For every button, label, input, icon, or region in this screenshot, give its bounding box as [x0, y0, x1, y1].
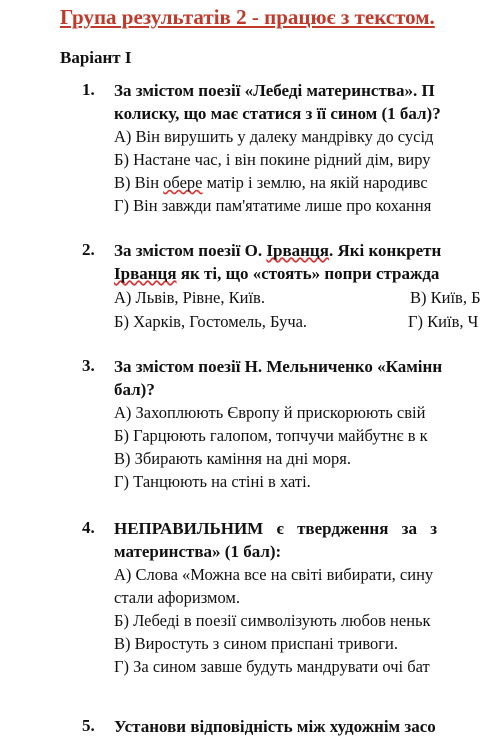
answer-option-g: Г) Він завжди пам'ятатиме лише про кохання [114, 196, 432, 215]
question-text-line: НЕПРАВИЛЬНИМ є твердження за з [114, 519, 438, 538]
answer-option-a: А) Слова «Можна все на світі вибирати, сину [114, 565, 434, 584]
text-span: За змістом поезії О. [114, 241, 267, 260]
question-number: 4. [82, 518, 95, 537]
spellcheck-word: обере [163, 173, 203, 192]
question-text-line: колиску, що має статися з її сином (1 бал)? [114, 104, 441, 123]
option-text: В) Він [114, 173, 164, 192]
answer-option-v: В) Виростуть з сином приспані тривоги. [114, 634, 398, 653]
question-text-line: Установи відповідність між художнім засо [114, 717, 436, 736]
question-text-line: За змістом поезії «Лебеді материнства». П [114, 81, 435, 100]
text-span: як ті, що «стоять» попри стражда [176, 264, 440, 283]
text-span: . Які конкретн [328, 241, 442, 260]
question-number: 5. [82, 716, 95, 735]
question-text-line: За змістом поезії Н. Мельниченко «Камінн [114, 357, 443, 376]
spellcheck-word: Ірванця [266, 241, 329, 260]
answer-option-b: Б) Харків, Гостомель, Буча. [114, 312, 308, 331]
answer-option-b: Б) Настане час, і він покине рідний дім, виру [114, 150, 431, 169]
answer-option-v: В) Київ, Б [410, 288, 481, 307]
variant-heading: Варіант І [60, 48, 132, 67]
answer-option-b: Б) Гарцюють галопом, топчучи майбутнє в к [114, 426, 428, 445]
question-number: 1. [82, 80, 95, 99]
answer-option-a: А) Захоплюють Європу й прискорюють свій [114, 403, 426, 422]
answer-option-a-continued: стали афоризмом. [114, 588, 240, 607]
answer-option-g: Г) За сином завше будуть мандрувати очі бат [114, 657, 430, 676]
question-text-line [114, 240, 441, 262]
question-text-line: бал)? [114, 380, 155, 399]
question-text-line: материнства» (1 бал): [114, 542, 282, 561]
option-text: матір і землю, на якій народивс [202, 173, 428, 192]
question-number: 3. [82, 356, 95, 375]
page-title: Група результатів 2 - працює з текстом. [60, 5, 435, 29]
answer-option-v: В) Збирають каміння на дні моря. [114, 449, 352, 468]
spellcheck-word: Ірванця [114, 264, 177, 283]
answer-option-a: А) Він вирушить у далеку мандрівку до сусід [114, 127, 434, 146]
answer-option-g: Г) Київ, Ч [408, 312, 479, 331]
answer-option-a: А) Львів, Рівне, Київ. [114, 288, 265, 307]
question-text-line [114, 263, 439, 285]
question-number: 2. [82, 240, 95, 259]
answer-option-v [114, 172, 428, 194]
answer-option-b: Б) Лебеді в поезії символізують любов неньк [114, 611, 431, 630]
answer-option-g: Г) Танцюють на стіні в хаті. [114, 472, 311, 491]
